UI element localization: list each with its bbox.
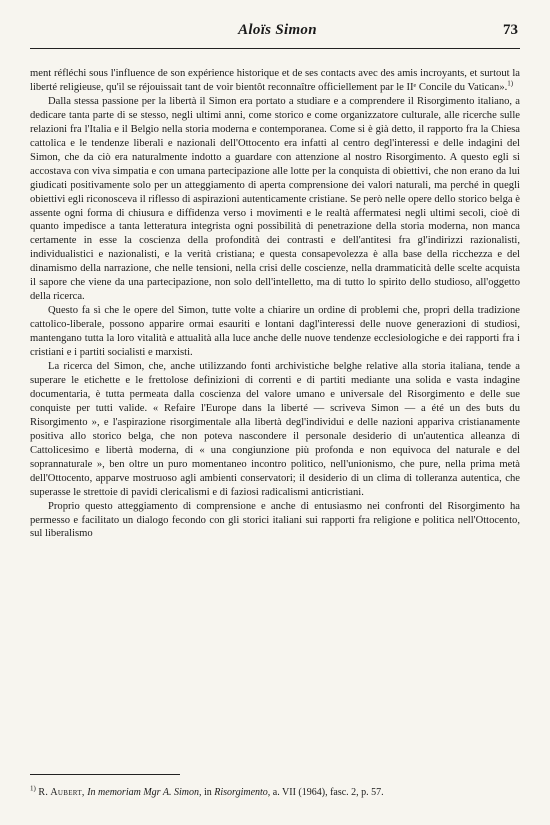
footnote-author: R. Aubert,: [38, 787, 85, 798]
paragraph: La ricerca del Simon, che, anche utilizzando fonti archivistiche belghe relative alla storia italiana, tende a superare le etichette e le frettolose definizioni di correnti e di partiti mediante una solida e vasta indagine documentaria, è tutta permeata dalla coscienza del valore umano e universale del Risorgimento e delle sue conquiste per tutti valide. « Refaire l'Europe dans la liberté — scriveva Simon — a été un des buts du Risorgimento », e l'aspirazione risorgimentale alla libertà degl'individui e delle nazioni appariva cristianamente positiva allo storico belga, che non poteva nascondere il personale desiderio di un'autentica alleanza di Cattolicesimo e libertà moderna, di « una congiunzione più profonda e non equivoca del naturale e del soprannaturale », ben oltre un puro momentaneo incontro politico, nell'unionismo, che pure, nella prima metà dell'Ottocento, apparve mostruoso agli ambienti conservatori; il desiderio di un clima di tolleranza autentica, che superasse le strettoie di pavidi clericalismi e di faziosi radicalismi anticristiani.: [30, 361, 520, 498]
footnote-rule: [30, 774, 180, 775]
paragraph: Proprio questo atteggiamento di comprensione e anche di entusiasmo nei confronti del Risorgimento ha permesso e facilitato un dialogo fecondo con gli storici italiani sui rapporti fra religione e politica nell'Ottocento, sul liberalismo: [30, 500, 520, 540]
footnote-reference: 1): [507, 79, 514, 88]
paragraph: Dalla stessa passione per la libertà il Simon era portato a studiare e a comprendere il Risorgimento italiano, a dedicare tanta parte di se stesso, negli ultimi anni, come storico e come organizzatore culturale, alle ricerche sulle relazioni fra l'Italia e il Belgio nella storia moderna e contemporanea. Come si è già detto, il rapporto fra la Chiesa cattolica e le tendenze liberali e nazionali dell'Ottocento era infatti al centro degl'interessi e delle indagini del Simon, che da ciò era naturalmente indotto a guardare con attenzione al nostro Risorgimento. A questo egli si accostava con viva simpatia e con umana partecipazione alle lotte per la conquista di obiettivi, che non erano da lui giudicati positivamente solo per un atteggiamento di aperta comprensione dei valori naturali, ma perché in quegli obiettivi egli riconosceva il riflesso di aspirazioni autenticamente cristiane. Se però nelle opere dello storico belga è assente ogni forma di chiusura e diffidenza verso i movimenti e le realtà affermatesi negli ultimi secoli, cioè di quanto impedisce a tanta letteratura integrista ogni possibilità di penetrazione della storia moderna, non manca certamente in esse la coscienza della profondità dei contrasti e dell'antitesi fra gl'indirizzi razionalisti, individualistici e nazionalisti, e la verità cristiana; e questa consapevolezza è alla base della ricchezza e del dinamismo della narrazione, che nelle tensioni, nella crisi delle coscienze, nella drammaticità delle scelte acquista il sapore che viene da una partecipazione, non solo dell'intelletto, ma di tutto lo spirito dello studioso, all'oggetto della ricerca.: [30, 95, 520, 303]
footnote-journal: Risorgimento,: [214, 787, 271, 798]
running-head: Aloïs Simon: [238, 22, 317, 38]
paragraph: Questo fa sì che le opere del Simon, tutte volte a chiarire un ordine di problemi che, propri della tradizione cattolico-liberale, possono apparire ormai esauriti e lontani dagl'interessi delle nuove generazioni di studiosi, mantengano tutta la loro vitalità e attualità alla luce anche delle nuove tendenze ecclesiologiche e dei rapporti fra i cristiani e i partiti socialisti e marxisti.: [30, 305, 520, 359]
footnote-in: in: [203, 787, 212, 798]
paragraph-text: ment réfléchi sous l'influence de son expérience historique et de ses contacts avec des amis incroyants, et surtout la liberté religieuse, qu'il se réjouissait tant de voir bientôt reconnaître officiellement par le IIᵉ Concile du Vatican».: [30, 68, 520, 93]
footnote-marker: 1): [30, 784, 36, 793]
footnote-details: a. VII (1964), fasc. 2, p. 57.: [272, 787, 384, 798]
body-text: [30, 67, 520, 541]
page-header: [30, 22, 520, 49]
page-number: 73: [503, 22, 518, 38]
page: [30, 22, 520, 541]
footnote-title: In memoriam Mgr A. Simon,: [87, 787, 202, 798]
footnote: [30, 786, 520, 800]
paragraph-continuation: [30, 67, 520, 95]
